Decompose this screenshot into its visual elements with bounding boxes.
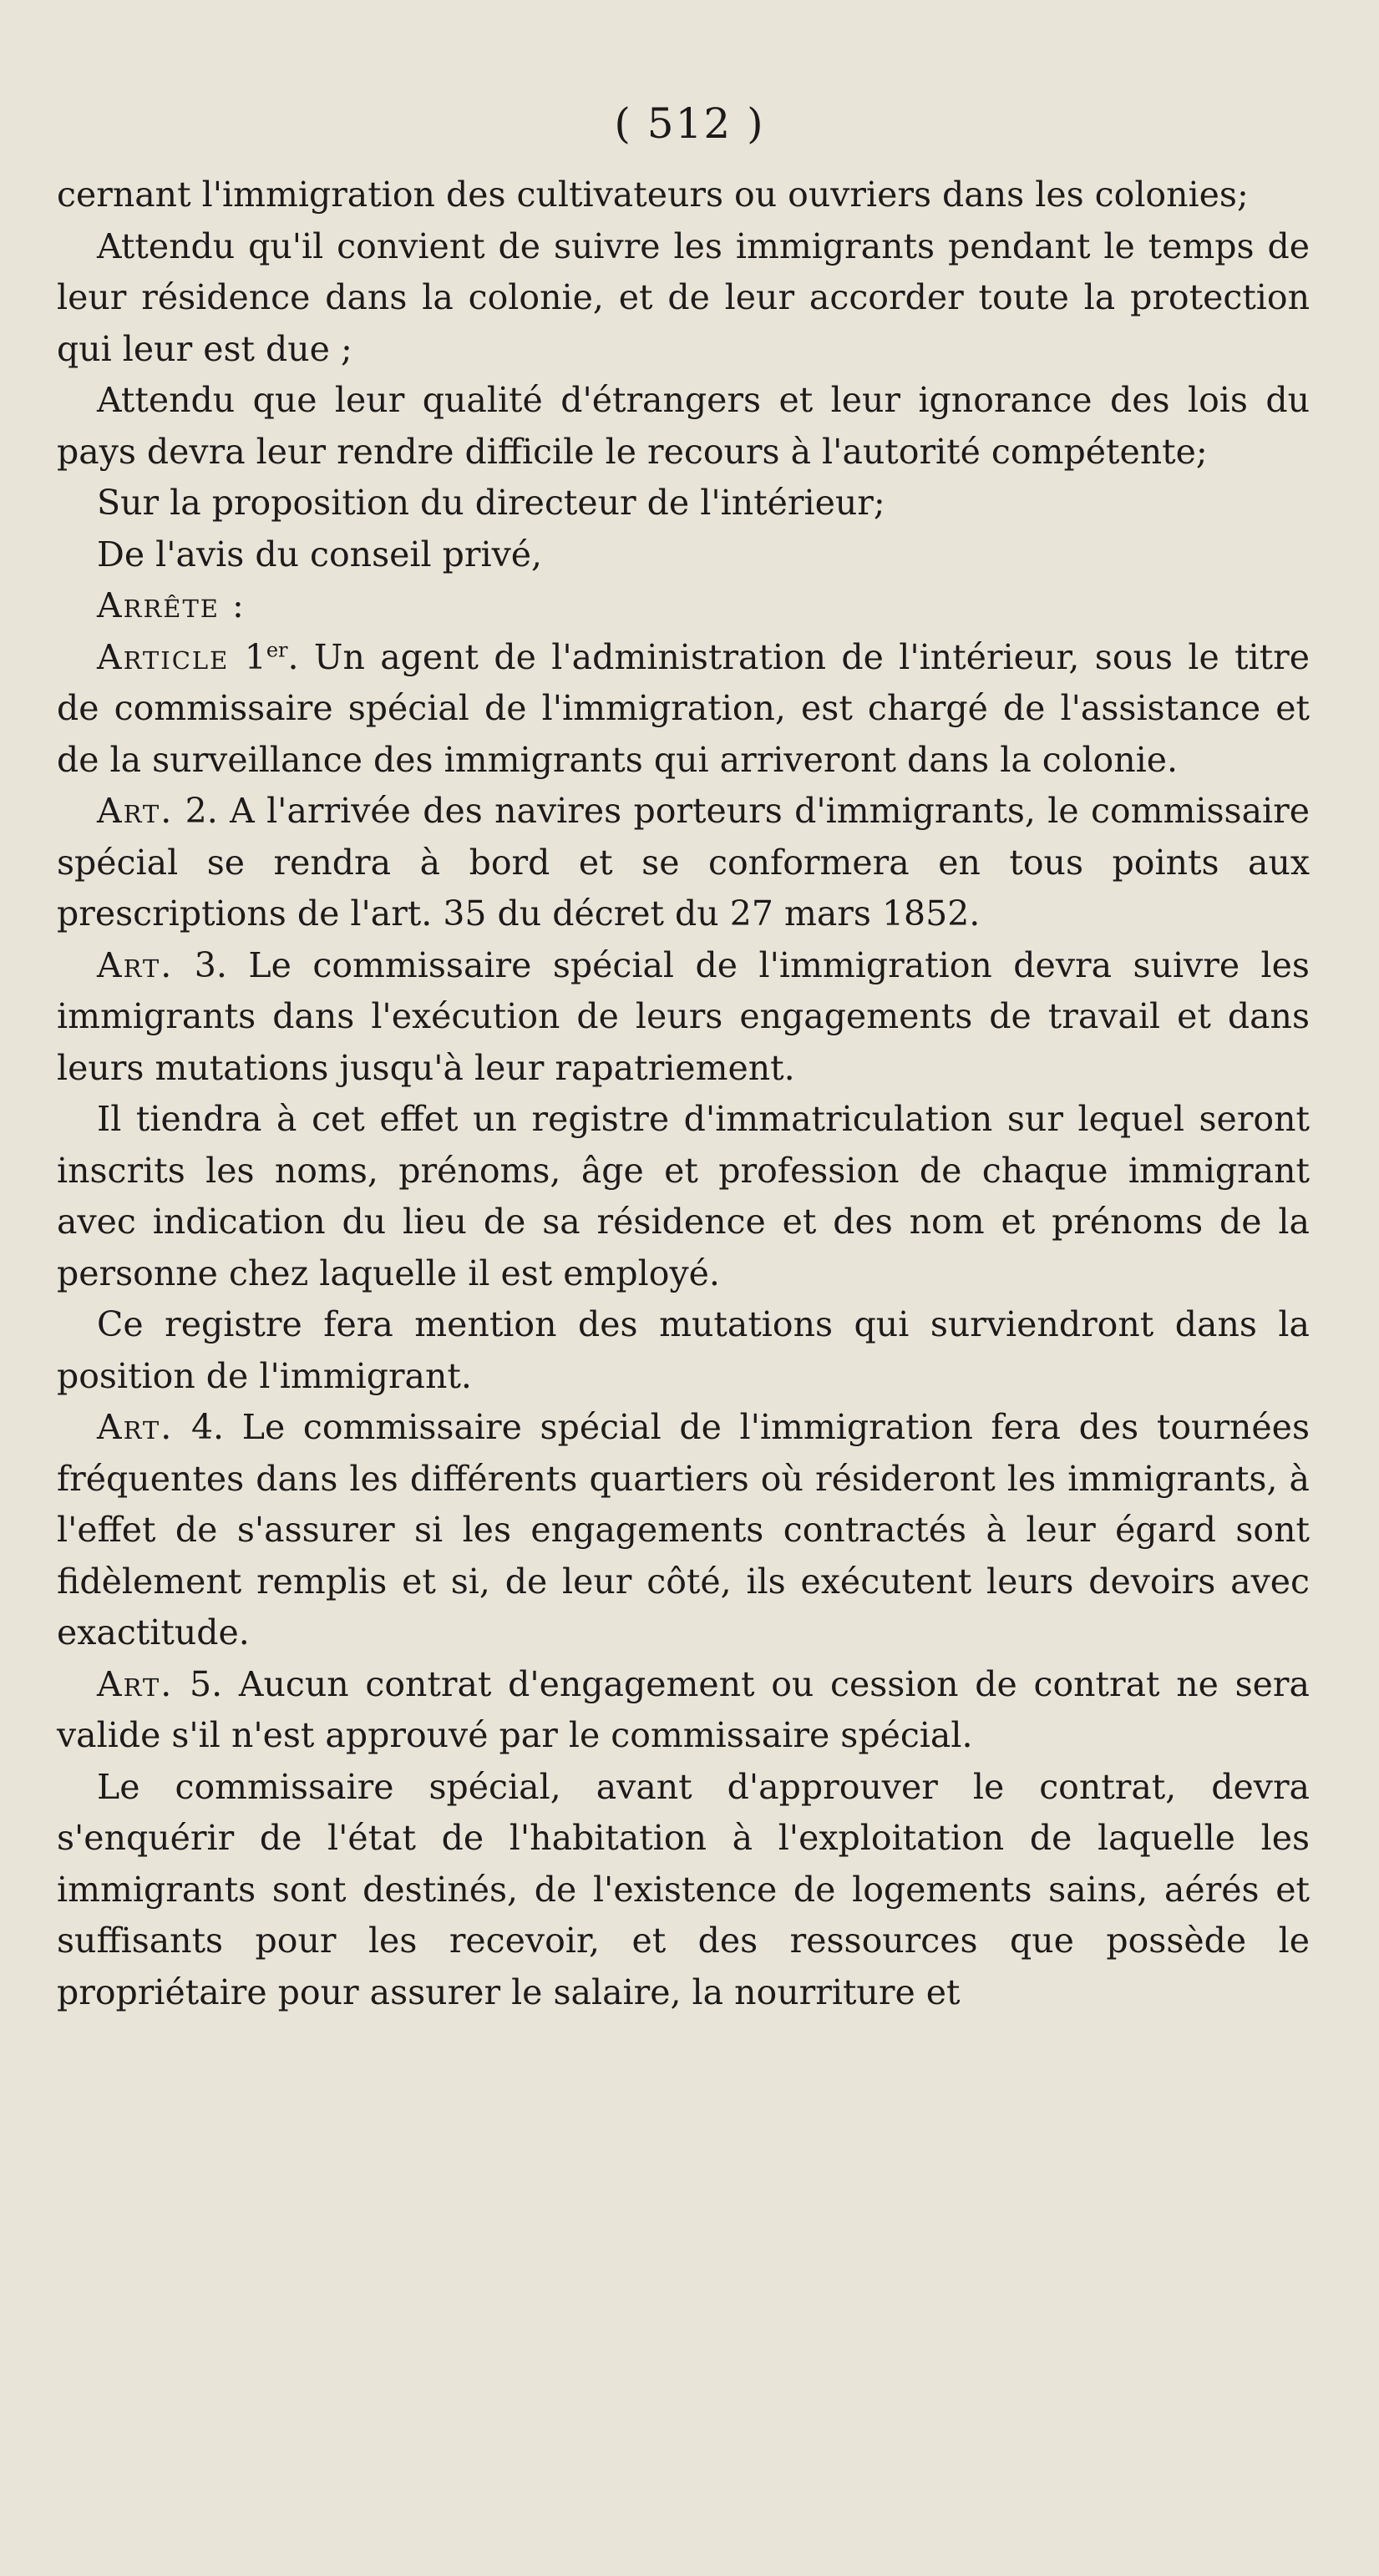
paragraph-mutations: Ce registre fera mention des mutations qui surviendront dans la position de l'immigrant.	[57, 1304, 1310, 1396]
article-number-superscript: er	[266, 637, 288, 661]
paragraph-article-5: Art. 5. Aucun contrat d'engagement ou cession de contrat ne sera valide s'il n'est approuvé par le commissaire spécial.	[57, 1663, 1310, 1755]
arrete-heading: Arrête :	[97, 585, 246, 625]
article-number: 1	[244, 636, 266, 677]
paragraph-article-1: Article 1er. Un agent de l'administration de l'intérieur, sous le titre de commissaire spécial de l'immigration, est chargé de l'assistance et de la surveillance des immigrants qui arriveront dans la colonie.	[57, 636, 1310, 780]
article-label: Art.	[97, 944, 174, 985]
paragraph-preamble-continued: cernant l'immigration des cultivateurs ou ouvriers dans les colonies;	[57, 175, 1249, 215]
paragraph-attendu-2: Attendu que leur qualité d'étrangers et leur ignorance des lois du pays devra leur rendre difficile le recours à l'autorité compétente;	[57, 380, 1310, 472]
body-text	[57, 170, 1310, 2018]
paragraph-registre: Il tiendra à cet effet un registre d'immatriculation sur lequel seront inscrits les noms, prénoms, âge et profession de chaque immigrant avec indication du lieu de sa résidence et des nom et prénoms de la personne chez laquelle il est employé.	[57, 1099, 1310, 1293]
article-label: Art.	[97, 1663, 174, 1704]
paragraph-attendu-1: Attendu qu'il convient de suivre les immigrants pendant le temps de leur résidence dans la colonie, et de leur accorder toute la protection qui leur est due ;	[57, 225, 1310, 369]
page-number: ( 512 )	[614, 99, 765, 148]
article-label: Article	[97, 636, 230, 677]
paragraph-article-4: Art. 4. Le commissaire spécial de l'immigration fera des tournées fréquentes dans les différents quartiers où résideront les immigrants, à l'effet de s'assurer si les engagements contractés à leur égard sont fidèlement remplis et si, de leur côté, ils exécutent leurs devoirs avec exactitude.	[57, 1407, 1310, 1652]
paragraph-avis: De l'avis du conseil privé,	[97, 534, 543, 574]
paragraph-article-3: Art. 3. Le commissaire spécial de l'immigration devra suivre les immigrants dans l'exécution de leurs engagements de travail et dans leurs mutations jusqu'à leur rapatriement.	[57, 944, 1310, 1088]
paragraph-arrete	[57, 580, 1310, 632]
article-label: Art.	[97, 1407, 174, 1447]
paragraph-proposition: Sur la proposition du directeur de l'intérieur;	[97, 483, 885, 523]
paragraph-contrat: Le commissaire spécial, avant d'approuver le contrat, devra s'enquérir de l'état de l'habitation à l'exploitation de laquelle les immigrants sont destinés, de l'existence de logements sains, aérés et suffisants pour les recevoir, et des ressources que possède le propriétaire pour assurer le salaire, la nourriture et	[57, 1766, 1310, 2012]
article-label: Art.	[97, 791, 174, 831]
paragraph-article-2: Art. 2. A l'arrivée des navires porteurs d'immigrants, le commissaire spécial se rendra à bord et se conformera en tous points aux prescriptions de l'art. 35 du décret du 27 mars 1852.	[57, 791, 1310, 934]
